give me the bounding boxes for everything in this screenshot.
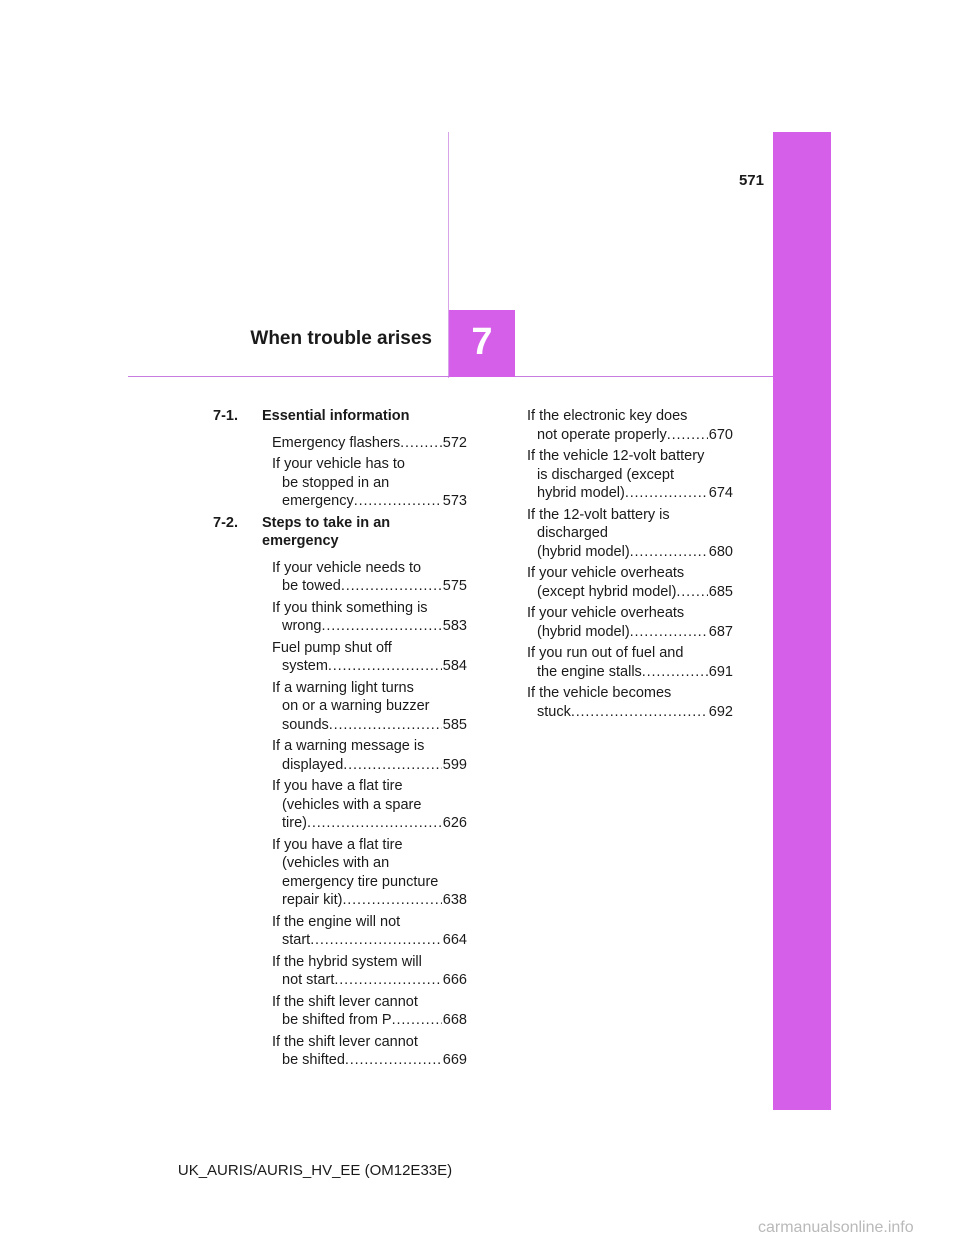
toc-entry-text: If the vehicle becomes	[527, 685, 672, 701]
toc-entry-text: If you have a flat tire	[272, 778, 403, 794]
toc-entry-text: be shifted from P	[282, 1012, 392, 1028]
toc-section-title	[262, 514, 467, 551]
toc-entry-text: If a warning light turns	[272, 679, 414, 696]
toc-page-number: 668	[442, 1012, 467, 1028]
toc-entry-line	[272, 434, 467, 453]
toc-page-number: 664	[442, 932, 467, 948]
toc-entry-line	[272, 657, 467, 676]
toc-leader-dots	[676, 583, 707, 602]
toc-leader-dots	[329, 716, 442, 735]
toc-entry-text: repair kit)	[282, 892, 343, 908]
toc-page-number: 573	[442, 493, 467, 509]
toc-entry-line	[527, 506, 733, 525]
toc-entry-line	[527, 623, 733, 642]
toc-leader-dots	[334, 971, 441, 990]
toc-leader-dots	[667, 426, 708, 445]
toc-entry-line	[272, 737, 467, 756]
toc-page-number: 691	[708, 663, 733, 680]
toc-entry-text: tire)	[282, 815, 307, 831]
toc-entry-text: is discharged (except	[537, 466, 675, 483]
toc-entry-line	[272, 697, 467, 716]
toc-leader-dots	[307, 814, 442, 833]
toc-section	[213, 514, 467, 551]
toc-entry-text: If your vehicle overheats	[527, 605, 685, 621]
toc-entry-line	[527, 644, 733, 663]
toc-entry-line	[272, 971, 467, 990]
toc-leader-dots	[342, 891, 441, 910]
toc-entry-text: stuck	[537, 703, 571, 720]
toc-entry-line	[272, 796, 467, 815]
toc-entry-text: If the electronic key does	[527, 408, 688, 424]
toc-entry	[213, 953, 467, 990]
chapter-title: When trouble arises	[250, 328, 432, 349]
toc-section-number: 7-1.	[213, 408, 238, 424]
toc-entry-text: the engine stalls	[537, 663, 642, 680]
toc-entry-line	[272, 492, 467, 511]
toc-entry-text: not operate properly	[537, 426, 667, 443]
toc-entry	[213, 913, 467, 950]
toc-page-number: 583	[442, 618, 467, 634]
toc-entry	[213, 455, 467, 511]
toc-entry-line	[272, 1011, 467, 1030]
toc-entry-text: discharged	[537, 525, 608, 541]
toc-entry-line	[272, 931, 467, 950]
toc-leader-dots	[328, 657, 442, 676]
toc-entry-text: start	[282, 932, 311, 948]
toc-entry-text: sounds	[282, 716, 329, 733]
toc-entry	[527, 604, 733, 641]
page-number: 571	[738, 172, 764, 189]
toc-leader-dots	[642, 663, 708, 682]
toc-left-column	[213, 407, 467, 1073]
toc-entry-text: on or a warning buzzer	[282, 698, 430, 714]
toc-entry-line	[527, 484, 733, 503]
toc-entry-text: If your vehicle has to	[272, 456, 405, 472]
toc-entry-text: Fuel pump shut off	[272, 639, 392, 656]
toc-entry-line	[527, 426, 733, 445]
toc-entry-text: If you think something is	[272, 599, 428, 616]
toc-page-number: 666	[442, 972, 467, 988]
toc-entry-line	[272, 455, 467, 474]
toc-entry-line	[272, 474, 467, 493]
toc-leader-dots	[354, 492, 442, 511]
toc-entry-line	[272, 993, 467, 1012]
toc-entry-text: Emergency flashers	[272, 434, 401, 451]
toc-page-number: 638	[442, 892, 467, 908]
toc-leader-dots	[341, 577, 442, 596]
toc-entry	[527, 564, 733, 601]
toc-page-number: 575	[442, 578, 467, 594]
toc-entry-line	[527, 703, 733, 722]
toc-entry-text: hybrid model)	[537, 485, 625, 501]
toc-page-number: 685	[708, 583, 733, 600]
toc-entry-line	[272, 913, 467, 932]
watermark: carmanualsonline.info	[758, 1219, 914, 1236]
toc-entry-line	[272, 577, 467, 596]
toc-page-number: 670	[708, 426, 733, 443]
toc-entry-line	[272, 756, 467, 775]
toc-page-number: 626	[442, 815, 467, 831]
toc-entry-line	[272, 559, 467, 578]
toc-page-number: 584	[442, 658, 467, 674]
toc-entry-text: wrong	[282, 618, 322, 634]
toc-entry-line	[527, 663, 733, 682]
toc-entry-text: be stopped in an	[282, 474, 390, 491]
toc-entry-text: If the shift lever cannot	[272, 1033, 418, 1050]
toc-entry-line	[272, 814, 467, 833]
toc-entry	[527, 407, 733, 444]
toc-entry-text: If the 12-volt battery is	[527, 506, 670, 523]
toc-right-column	[527, 407, 733, 724]
toc-entry-text: If your vehicle overheats	[527, 565, 685, 581]
document-footer: UK_AURIS/AURIS_HV_EE (OM12E33E)	[177, 1162, 453, 1179]
toc-entry-text: If a warning message is	[272, 738, 425, 754]
toc-entry-line	[272, 836, 467, 855]
toc-entry-line	[272, 873, 467, 892]
toc-entry-line	[272, 716, 467, 735]
toc-entry	[213, 836, 467, 910]
chapter-thumb-tab	[773, 132, 831, 1110]
toc-page-number: 585	[442, 716, 467, 733]
toc-leader-dots	[571, 703, 708, 722]
toc-entry-text: If you run out of fuel and	[527, 645, 684, 661]
toc-entry	[213, 599, 467, 636]
toc-entry	[213, 559, 467, 596]
toc-entry	[213, 777, 467, 833]
toc-leader-dots	[322, 617, 442, 636]
toc-entry	[213, 993, 467, 1030]
toc-leader-dots	[630, 543, 708, 562]
toc-entry-text: be shifted	[282, 1052, 345, 1068]
toc-entry-line	[527, 543, 733, 562]
toc-entry-text: emergency	[282, 493, 354, 509]
toc-entry-line	[272, 953, 467, 972]
toc-entry-text: If the engine will not	[272, 913, 401, 930]
toc-entry	[213, 434, 467, 453]
toc-entry-line	[272, 679, 467, 698]
toc-entry	[527, 506, 733, 562]
toc-entry-text: (except hybrid model)	[537, 583, 677, 600]
toc-entry-text: system	[282, 658, 328, 674]
toc-entry-text: If the shift lever cannot	[272, 993, 418, 1010]
toc-entry-line	[272, 854, 467, 873]
toc-section-title-line: emergency	[262, 533, 339, 549]
toc-page-number: 674	[708, 485, 733, 501]
toc-entry-text: (vehicles with an	[282, 855, 390, 871]
toc-entry-line	[527, 407, 733, 426]
toc-page-number: 669	[442, 1052, 467, 1068]
chapter-number-box: 7	[449, 310, 515, 377]
toc-entry-line	[272, 777, 467, 796]
toc-entry-line	[527, 564, 733, 583]
toc-entry-text: not start	[282, 972, 335, 988]
toc-entry-line	[272, 891, 467, 910]
toc-entry-text: If you have a flat tire	[272, 836, 403, 853]
toc-leader-dots	[625, 484, 708, 503]
toc-section-title	[262, 407, 467, 426]
toc-page-number: 599	[442, 756, 467, 773]
toc-entry-text: emergency tire puncture	[282, 873, 439, 890]
toc-leader-dots	[310, 931, 442, 950]
toc-entry-line	[527, 524, 733, 543]
toc-entry-text: (hybrid model)	[537, 543, 630, 560]
toc-leader-dots	[400, 434, 442, 453]
toc-entry	[527, 684, 733, 721]
toc-entry-line	[272, 1051, 467, 1070]
toc-section-title-line: Steps to take in an	[262, 514, 391, 531]
toc-page-number: 687	[708, 623, 733, 640]
toc-entry-line	[272, 639, 467, 658]
toc-entry-line	[272, 599, 467, 618]
toc-entry	[213, 639, 467, 676]
toc-page-number: 692	[708, 703, 733, 720]
toc-entry-line	[272, 1033, 467, 1052]
toc-section-title-line: Essential information	[262, 408, 410, 424]
toc-entry	[213, 1033, 467, 1070]
toc-leader-dots	[630, 623, 708, 642]
toc-entry-text: If the hybrid system will	[272, 953, 422, 970]
toc-entry-line	[527, 447, 733, 466]
toc-entry-line	[527, 604, 733, 623]
toc-entry-line	[272, 617, 467, 636]
toc-leader-dots	[343, 756, 442, 775]
toc-entry-text: (vehicles with a spare	[282, 796, 422, 813]
toc-section	[213, 407, 467, 426]
toc-entry-line	[527, 583, 733, 602]
toc-entry-text: (hybrid model)	[537, 623, 630, 640]
toc-section-number: 7-2.	[213, 514, 238, 531]
toc-leader-dots	[392, 1011, 442, 1030]
toc-page-number: 572	[442, 434, 467, 451]
toc-entry-line	[527, 684, 733, 703]
toc-entry-text: If your vehicle needs to	[272, 559, 422, 576]
toc-entry-text: be towed	[282, 578, 341, 594]
toc-page-number: 680	[708, 543, 733, 560]
toc-entry-line	[527, 466, 733, 485]
toc-entry-text: displayed	[282, 756, 344, 773]
toc-entry-text: If the vehicle 12-volt battery	[527, 448, 705, 464]
toc-entry	[213, 679, 467, 735]
toc-entry	[527, 644, 733, 681]
toc-entry	[527, 447, 733, 503]
toc-entry	[213, 737, 467, 774]
toc-leader-dots	[345, 1051, 442, 1070]
